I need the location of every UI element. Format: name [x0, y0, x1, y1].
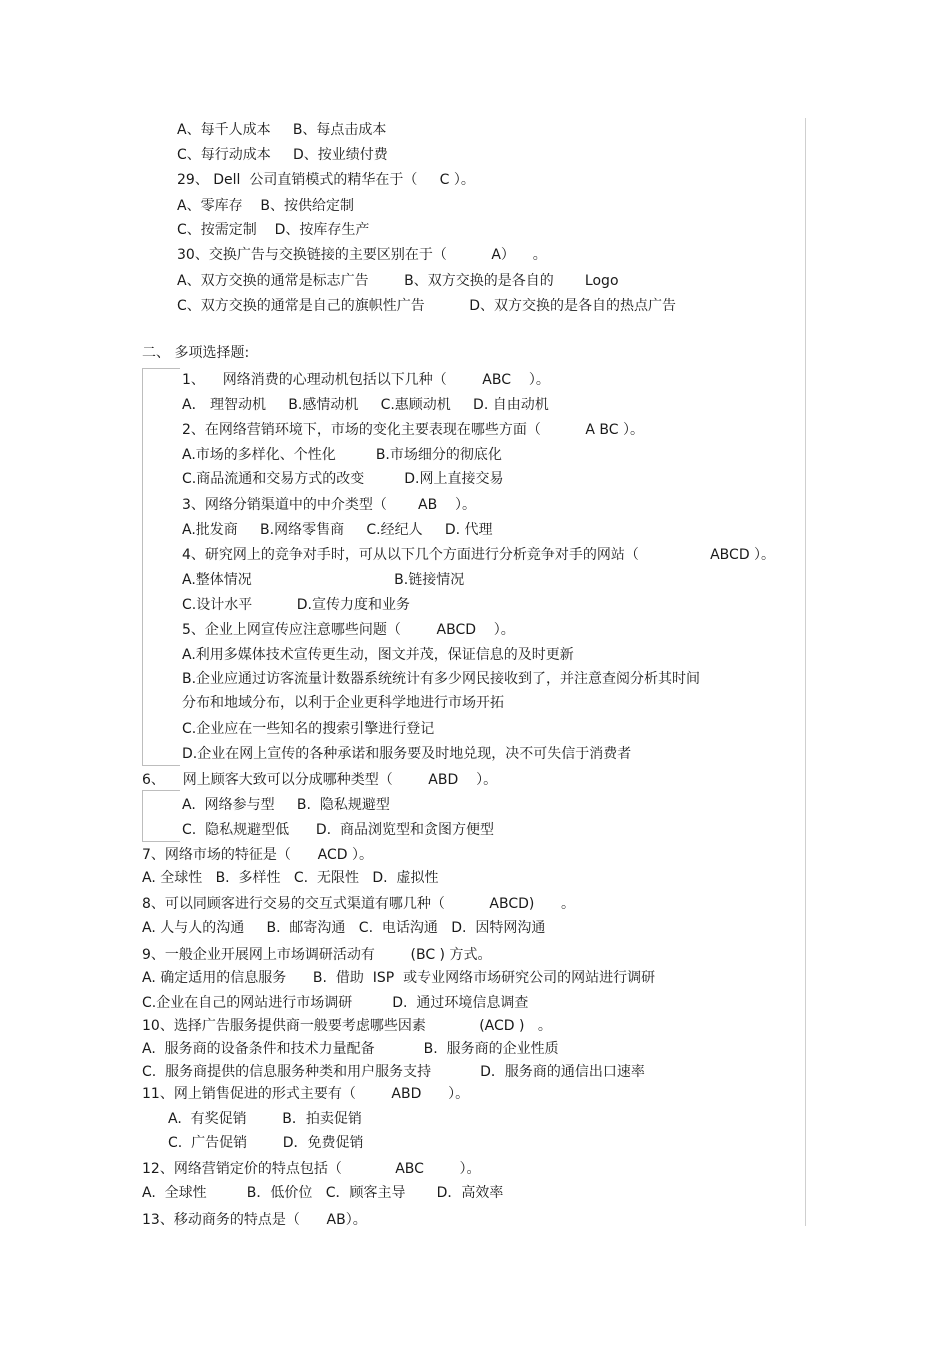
text-line: 29、 Dell 公司直销模式的精华在于（ C ）。	[177, 172, 475, 188]
text-line: 2、在网络营销环境下，市场的变化主要表现在哪些方面（ A BC ）。	[182, 422, 645, 438]
text-line: A. 全球性 B. 多样性 C. 无限性 D. 虚拟性	[142, 870, 439, 886]
text-line: A.利用多媒体技术宣传更生动，图文并茂，保证信息的及时更新	[182, 647, 574, 663]
text-line: A. 网络参与型 B. 隐私规避型	[182, 797, 390, 813]
text-line: B.企业应通过访客流量计数器系统统计有多少网民接收到了，并注意查阅分析其时间	[182, 671, 701, 687]
text-line: 7、网络市场的特征是（ ACD ）。	[142, 847, 373, 863]
text-line: 9、一般企业开展网上市场调研活动有 (BC ) 方式。	[142, 947, 492, 963]
bracket-group-1	[142, 368, 180, 766]
text-line: 分布和地域分布，以利于企业更科学地进行市场开拓	[182, 695, 504, 711]
bracket-group-2	[142, 790, 180, 842]
text-line: A. 有奖促销 B．拍卖促销	[168, 1111, 362, 1127]
text-line: 12、网络营销定价的特点包括（ ABC ）。	[142, 1161, 481, 1177]
text-line: 5、企业上网宣传应注意哪些问题（ ABCD ）。	[182, 622, 515, 638]
text-line: 6、 网上顾客大致可以分成哪种类型（ ABD ）。	[142, 772, 498, 788]
right-margin-rule	[805, 118, 806, 1226]
text-line: C. 服务商提供的信息服务种类和用户服务支持 D．服务商的通信出口速率	[142, 1064, 645, 1080]
text-line: C、每行动成本 D、按业绩付费	[177, 147, 388, 163]
text-line: A、零库存 B、按供给定制	[177, 198, 354, 214]
section-heading: 二、 多项选择题:	[142, 345, 250, 361]
text-line: D.企业在网上宣传的各种承诺和服务要及时地兑现，决不可失信于消费者	[182, 746, 632, 762]
text-line: C. 广告促销 D．免费促销	[168, 1135, 364, 1151]
text-line: 8、可以同顾客进行交易的交互式渠道有哪几种（ ABCD) 。	[142, 896, 576, 912]
text-line: C.企业应在一些知名的搜索引擎进行登记	[182, 721, 435, 737]
text-line: C.企业在自己的网站进行市场调研 D. 通过环境信息调查	[142, 995, 529, 1011]
text-line: A． 理智动机 B.感情动机 C.惠顾动机 D. 自由动机	[182, 397, 549, 413]
text-line: 10、选择广告服务提供商一般要考虑哪些因素 (ACD ) 。	[142, 1018, 552, 1034]
text-line: A. 确定适用的信息服务 B. 借助 ISP 或专业网络市场研究公司的网站进行调研	[142, 970, 656, 986]
text-line: A.整体情况 B.链接情况	[182, 572, 465, 588]
text-line: A. 人与人的沟通 B. 邮寄沟通 C. 电话沟通 D. 因特网沟通	[142, 920, 546, 936]
text-line: 11、网上销售促进的形式主要有（ ABD ）。	[142, 1086, 470, 1102]
text-line: C. 隐私规避型低 D. 商品浏览型和贪图方便型	[182, 822, 494, 838]
text-line: A.批发商 B.网络零售商 C.经纪人 D. 代理	[182, 522, 493, 538]
text-line: C、双方交换的通常是自己的旗帜性广告 D、双方交换的是各自的热点广告	[177, 298, 677, 314]
text-line: A.市场的多样化、个性化 B.市场细分的彻底化	[182, 447, 502, 463]
text-line: A、双方交换的通常是标志广告 B、双方交换的是各自的 Logo	[177, 273, 619, 289]
text-line: 4、研究网上的竞争对手时，可从以下几个方面进行分析竞争对手的网站（ ABCD ）。	[182, 547, 776, 563]
text-line: A、每千人成本 B、每点击成本	[177, 122, 387, 138]
text-line: 30、交换广告与交换链接的主要区别在于（ A） 。	[177, 247, 547, 263]
text-line: C.设计水平 D.宣传力度和业务	[182, 597, 410, 613]
text-line: C、按需定制 D、按库存生产	[177, 222, 370, 238]
text-line: A. 全球性 B．低价位 C．顾客主导 D．高效率	[142, 1185, 504, 1201]
text-line: A. 服务商的设备条件和技术力量配备 B. 服务商的企业性质	[142, 1041, 559, 1057]
text-line: 13、移动商务的特点是（ AB）。	[142, 1212, 367, 1228]
text-line: C.商品流通和交易方式的改变 D.网上直接交易	[182, 471, 504, 487]
text-line: 1、 网络消费的心理动机包括以下几种（ ABC ）。	[182, 372, 550, 388]
text-line: 3、网络分销渠道中的中介类型（ AB ）。	[182, 497, 477, 513]
